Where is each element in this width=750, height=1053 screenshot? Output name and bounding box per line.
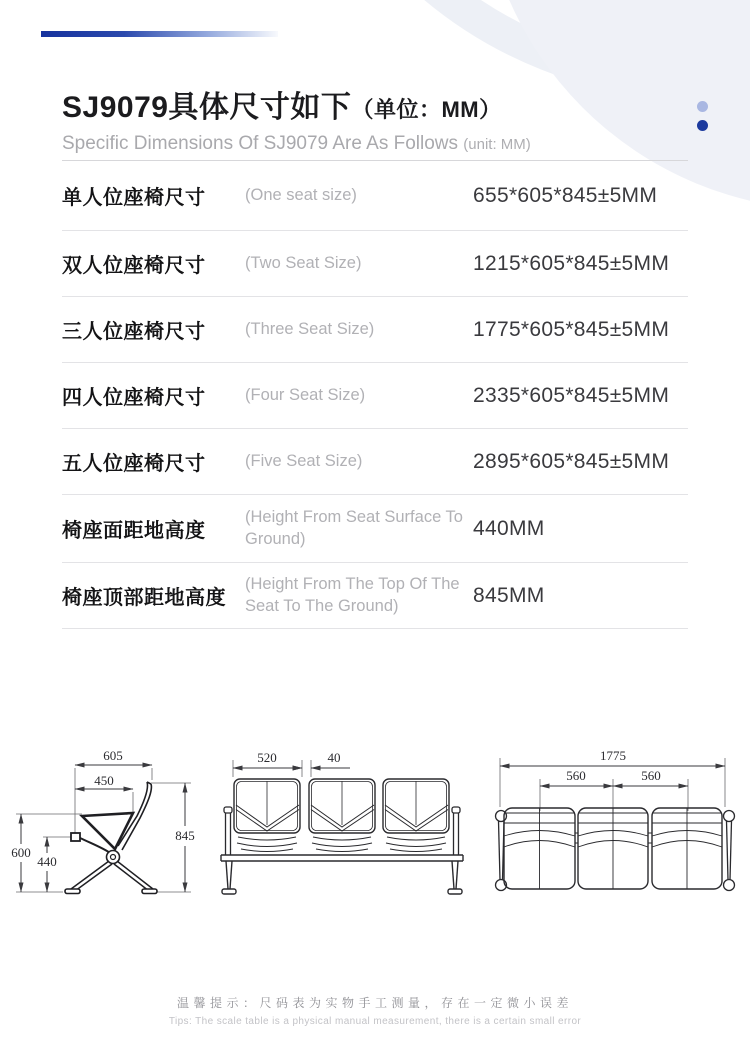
row-value: 2895*605*845±5MM	[473, 449, 670, 473]
row-label-en: (Four Seat Size)	[245, 385, 366, 404]
row-label-en: (One seat size)	[245, 185, 357, 204]
table-row	[62, 231, 688, 297]
row-label-en: (Height From The Top Of The Seat To The Ground)	[245, 575, 460, 615]
decor-dot-dark	[697, 120, 708, 131]
footer-tips	[0, 994, 750, 1027]
table-row	[62, 495, 688, 563]
row-label-en: (Three Seat Size)	[245, 319, 375, 338]
dim-label: 845	[175, 828, 195, 843]
front-view-diagram	[215, 745, 470, 930]
row-label-cn: 单人位座椅尺寸	[62, 187, 206, 209]
row-value: 1215*605*845±5MM	[473, 251, 670, 275]
tip-text-cn: 温馨提示：尺码表为实物手工测量，存在一定微小误差	[176, 996, 573, 1010]
row-value: 2335*605*845±5MM	[473, 383, 670, 407]
table-row	[62, 161, 688, 231]
dim-label: 520	[257, 750, 277, 765]
bench-rear-profile	[496, 808, 735, 891]
row-value: 655*605*845±5MM	[473, 183, 658, 207]
row-label-cn: 四人位座椅尺寸	[62, 387, 206, 409]
dim-label: 1775	[600, 748, 626, 763]
dim-label: 450	[94, 773, 114, 788]
dim-label: 560	[641, 768, 661, 783]
row-label-cn: 三人位座椅尺寸	[62, 321, 206, 343]
table-row	[62, 297, 688, 363]
row-value: 440MM	[473, 516, 545, 540]
accent-gradient-bar	[41, 31, 278, 37]
dim-label: 40	[327, 750, 341, 765]
row-label-cn: 椅座顶部距地高度	[62, 587, 226, 609]
row-label-en: (Height From Seat Surface To Ground)	[245, 508, 463, 548]
table-row	[62, 363, 688, 429]
dimension-spec-table	[62, 161, 688, 629]
dim-label: 600	[11, 845, 31, 860]
page-title-unit: （单位：MM）	[351, 97, 502, 122]
row-value: 1775*605*845±5MM	[473, 317, 670, 341]
page-subtitle-unit: (unit: MM)	[463, 136, 531, 153]
row-value: 845MM	[473, 583, 545, 607]
page-title	[62, 82, 692, 126]
side-view-diagram	[5, 740, 220, 935]
dim-label: 440	[37, 854, 57, 869]
decor-dot-light	[697, 101, 708, 112]
table-row	[62, 563, 688, 629]
page-subtitle	[62, 133, 692, 155]
row-label-cn: 椅座面距地高度	[62, 520, 206, 542]
page-subtitle-en: Specific Dimensions Of SJ9079 Are As Follows	[62, 133, 459, 154]
row-label-en: (Five Seat Size)	[245, 451, 363, 470]
rear-view-diagram	[488, 745, 748, 930]
bench-front-profile	[221, 779, 463, 894]
chair-side-profile	[65, 782, 157, 894]
table-row	[62, 429, 688, 495]
dim-label: 605	[103, 748, 123, 763]
row-label-en: (Two Seat Size)	[245, 253, 362, 272]
section-header	[62, 82, 692, 155]
tip-text-en: Tips: The scale table is a physical manual measurement, there is a certain small error	[168, 1016, 582, 1027]
row-label-cn: 双人位座椅尺寸	[62, 255, 206, 277]
dim-label: 560	[566, 768, 586, 783]
page-title-cn: SJ9079具体尺寸如下	[62, 91, 352, 124]
row-label-cn: 五人位座椅尺寸	[62, 453, 206, 475]
